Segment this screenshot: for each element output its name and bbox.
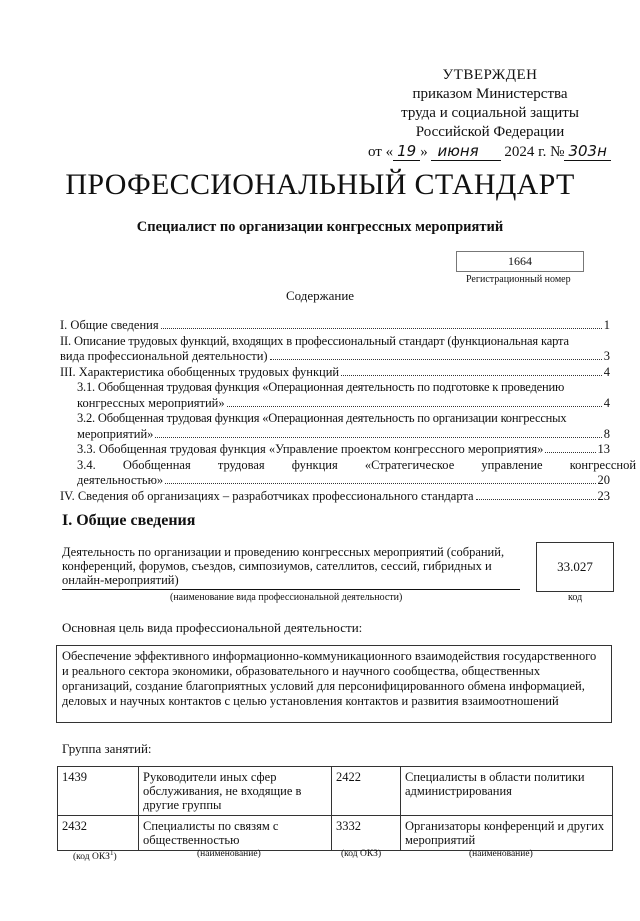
goal-text-box: Обеспечение эффективного информационно-коммуникационного взаимодействия государственного и реального сектора экономики, образовательного и научного сообщества, общественных организаций, создание благоприятных условий для персонифицированного обмена информацией, деловых и научных контактов с целью установления контактов и развития взаимоотношений [56, 645, 612, 723]
okz-code-caption [73, 849, 117, 862]
toc-item-text: IV. Сведения об организациях – разработчиках профессионального стандарта [60, 488, 474, 503]
okz-code-caption-text: (код ОКЗ [73, 852, 110, 863]
occupation-name-cell: Специалисты в области политики администрирования [401, 767, 613, 816]
activity-caption: (наименование вида профессиональной деятельности) [170, 592, 403, 603]
toc-leader [161, 328, 602, 329]
toc-item-page: 4 [603, 364, 610, 379]
toc-item-text-cont: деятельностью» [77, 473, 164, 487]
toc-item[interactable] [60, 365, 610, 381]
approval-line: труда и социальной защиты [401, 105, 579, 121]
toc-leader [545, 452, 595, 453]
toc-heading: Содержание [285, 288, 355, 303]
occupation-name-cell: Специалисты по связям с общественностью [139, 816, 332, 851]
toc-item-page: 4 [603, 395, 610, 410]
order-mid: » [420, 144, 428, 160]
table-row [58, 767, 613, 816]
footnote-marker[interactable]: 1 [109, 849, 114, 857]
toc-item-text: 3.2. Обобщенная трудовая функция «Операционная деятельность по организации конгрессных [77, 411, 567, 425]
toc-item-text: III. Характеристика обобщенных трудовых функций [60, 364, 340, 379]
section-heading: I. Общие сведения [62, 512, 196, 529]
order-month: июня [431, 142, 500, 161]
name-caption: (наименование) [469, 849, 533, 859]
document-subtitle: Специалист по организации конгрессных мероприятий [136, 219, 504, 235]
okz-code-cell: 1439 [58, 767, 139, 816]
toc-item-text-cont: конгрессных мероприятий» [77, 395, 225, 410]
toc-leader [270, 359, 602, 360]
toc-leader [476, 499, 596, 500]
approval-line: приказом Министерства [412, 86, 568, 102]
table-row [58, 816, 613, 851]
toc-item[interactable] [60, 411, 610, 442]
registration-number-label: Регистрационный номер [466, 274, 571, 285]
toc-item[interactable] [60, 489, 610, 505]
order-number: 303н [564, 142, 610, 161]
toc-leader [165, 483, 595, 484]
table-of-contents [60, 318, 637, 504]
toc-item-text: 3.1. Обобщенная трудовая функция «Операционная деятельность по подготовке к проведению [77, 380, 565, 394]
toc-item-text: 3.3. Обобщенная трудовая функция «Управление проектом конгрессного мероприятия» [77, 442, 544, 456]
toc-item[interactable] [60, 457, 637, 489]
okz-code-caption: (код ОКЗ) [341, 849, 382, 859]
activity-name: Деятельность по организации и проведению конгрессных мероприятий (собраний, конференций, форумов, съездов, симпозиумов, сателлитов, сессий, гибридных и онлайн-мероприятий) [62, 545, 520, 590]
order-date-line [368, 142, 611, 161]
approval-heading: УТВЕРЖДЕН [442, 67, 538, 83]
toc-item-page: 23 [597, 488, 610, 503]
toc-item[interactable] [60, 442, 610, 458]
approval-line: Российской Федерации [415, 124, 565, 140]
occupation-group-label: Группа занятий: [62, 741, 152, 756]
toc-item-page: 8 [603, 426, 610, 441]
occupation-table [57, 766, 613, 851]
toc-item-page: 20 [597, 473, 610, 487]
toc-item[interactable] [60, 380, 610, 411]
toc-leader [227, 406, 602, 407]
okz-code-caption-end: ) [113, 852, 117, 863]
okz-code-cell: 2422 [332, 767, 401, 816]
toc-item-text: I. Общие сведения [60, 318, 159, 332]
toc-leader [341, 375, 602, 376]
toc-item[interactable] [60, 334, 610, 365]
code-caption: код [568, 592, 583, 603]
order-year: 2024 г. № [504, 144, 565, 160]
toc-item-page: 1 [603, 318, 610, 332]
document-title: ПРОФЕССИОНАЛЬНЫЙ СТАНДАРТ [65, 168, 575, 201]
order-day: 19 [393, 142, 420, 161]
activity-code-box: 33.027 [536, 542, 614, 592]
toc-item-text-cont: вида профессиональной деятельности) [60, 349, 268, 363]
name-caption: (наименование) [197, 849, 261, 859]
occupation-name-cell: Организаторы конференций и других мероприятий [401, 816, 613, 851]
okz-code-cell: 2432 [58, 816, 139, 851]
toc-item-page: 3 [603, 349, 610, 363]
toc-item-page: 13 [597, 442, 610, 456]
toc-item-text: 3.4. Обобщенная трудовая функция «Стратегическое управление конгрессной [77, 457, 637, 472]
order-prefix: от « [368, 144, 394, 160]
goal-label: Основная цель вида профессиональной деятельности: [62, 620, 363, 635]
okz-code-cell: 3332 [332, 816, 401, 851]
registration-number-box: 1664 [456, 251, 584, 272]
toc-leader [155, 437, 601, 438]
toc-item[interactable] [60, 318, 610, 334]
toc-item-text: II. Описание трудовых функций, входящих в профессиональный стандарт (функциональная карта [60, 333, 569, 348]
occupation-name-cell: Руководители иных сфер обслуживания, не входящие в другие группы [139, 767, 332, 816]
toc-item-text-cont: мероприятий» [77, 426, 154, 441]
approval-block [360, 66, 620, 142]
